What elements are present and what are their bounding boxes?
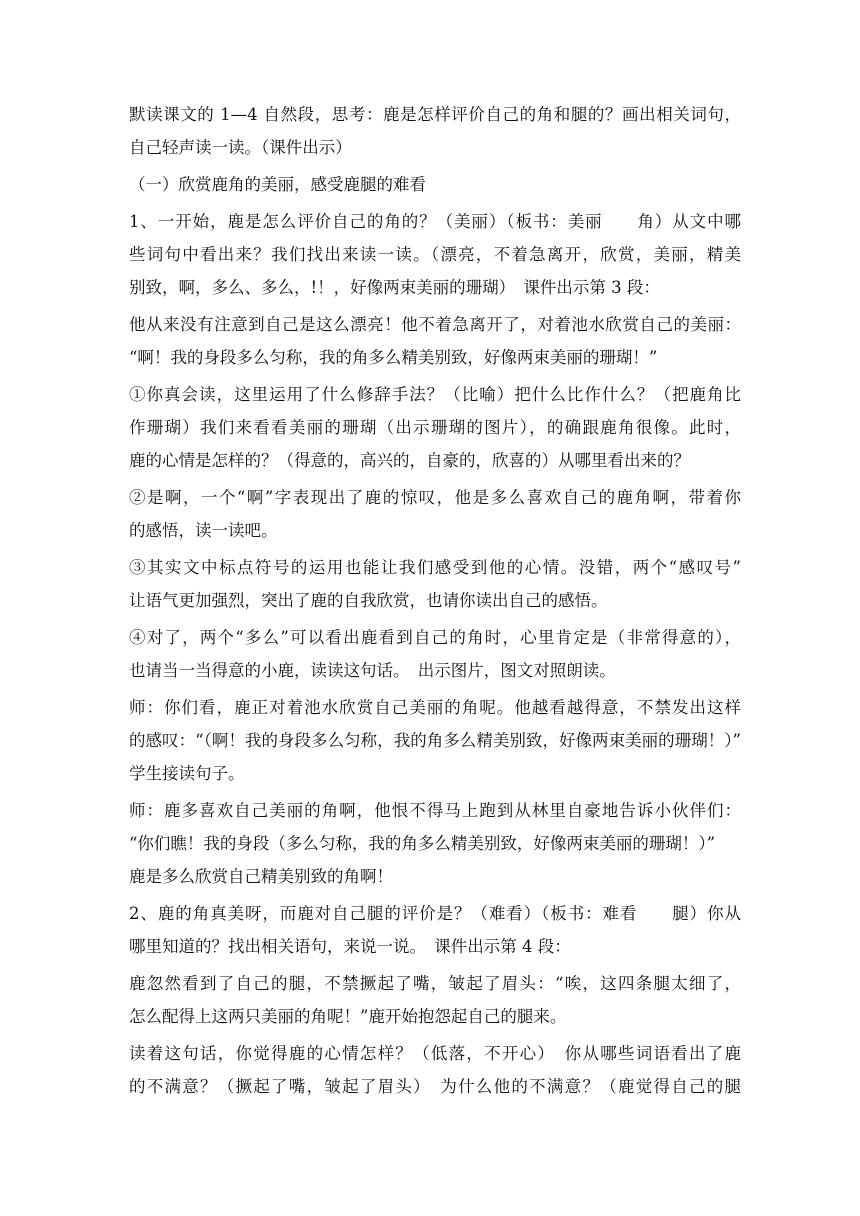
text-line: 哪里知道的？找出相关语句，来说一说。 课件出示第 4 段： <box>129 937 571 956</box>
text-line: 2、鹿的角真美呀，而鹿对自己腿的评价是？（难看）（板书：难看 腿）你从 <box>129 904 741 923</box>
text-line: 的感悟，读一读吧。 <box>129 521 278 540</box>
text-line: 师：鹿多喜欢自己美丽的角啊，他恨不得马上跑到从林里自豪地告诉小伙伴们： <box>129 801 741 820</box>
text-line: 鹿是多么欣赏自己精美别致的角啊！ <box>129 867 393 886</box>
text-line: 自己轻声读一读。（课件出示） <box>129 138 352 157</box>
text-line: “啊！我的身段多么匀称，我的角多么精美别致，好像两束美丽的珊瑚！” <box>129 348 658 367</box>
text-line: 也请当一当得意的小鹿，读读这句话。 出示图片，图文对照朗读。 <box>129 661 616 680</box>
text-line: ②是啊，一个“啊”字表现出了鹿的惊叹，他是多么喜欢自己的鹿角啊，带着你 <box>129 488 741 507</box>
text-line: 1、一开始，鹿是怎么评价自己的角的？（美丽）（板书：美丽 角）从文中哪 <box>129 212 741 231</box>
text-line: 读着这句话，你觉得鹿的心情怎样？（低落，不开心） 你从哪些词语看出了鹿 <box>129 1044 741 1063</box>
text-line: 默读课文的 1—4 自然段，思考：鹿是怎样评价自己的角和腿的？画出相关词句， <box>129 105 741 124</box>
text-line: 别致，啊，多么、多么，!！，好像两束美丽的珊瑚） 课件出示第 3 段： <box>129 278 660 297</box>
text-line: ①你真会读，这里运用了什么修辞手法？（比喻）把什么比作什么？（把鹿角比 <box>129 385 741 404</box>
text-line: 的感叹：“（啊！我的身段多么匀称，我的角多么精美别致，好像两束美丽的珊瑚！）” <box>129 731 741 750</box>
text-line: 的不满意？（撅起了嘴，皱起了眉头） 为什么他的不满意？（鹿觉得自己的腿 <box>129 1077 741 1096</box>
text-line: 师：你们看，鹿正对着池水欣赏自己美丽的角呢。他越看越得意，不禁发出这样 <box>129 698 741 717</box>
text-line: ④对了，两个“多么”可以看出鹿看到自己的角时，心里肯定是（非常得意的）， <box>129 628 741 647</box>
section-heading: （一）欣赏鹿角的美丽，感受鹿腿的难看 <box>129 175 426 194</box>
text-line: 些词句中看出来？我们找出来读一读。（漂亮，不着急离开，欣赏，美丽，精美 <box>129 245 741 264</box>
text-line: 作珊瑚）我们来看看美丽的珊瑚（出示珊瑚的图片），的确跟鹿角很像。此时， <box>129 418 741 437</box>
text-line: 学生接读句子。 <box>129 764 245 783</box>
text-line: “你们瞧！我的身段（多么匀称，我的角多么精美别致，好像两束美丽的珊瑚！）” <box>129 834 716 853</box>
text-line: 怎么配得上这两只美丽的角呢！”鹿开始抱怨起自己的腿来。 <box>129 1007 567 1026</box>
text-line: ③其实文中标点符号的运用也能让我们感受到他的心情。没错，两个“感叹号” <box>129 558 741 577</box>
text-line: 鹿的心情是怎样的？（得意的，高兴的，自豪的，欣喜的）从哪里看出来的？ <box>129 451 690 470</box>
text-line: 让语气更加强烈，突出了鹿的自我欣赏，也请你读出自己的感悟。 <box>129 591 608 610</box>
text-line: 他从来没有注意到自己是这么漂亮！他不着急离开了，对着池水欣赏自己的美丽： <box>129 315 741 334</box>
text-line: 鹿忽然看到了自己的腿，不禁撅起了嘴，皱起了眉头：“唉，这四条腿太细了， <box>129 974 741 993</box>
